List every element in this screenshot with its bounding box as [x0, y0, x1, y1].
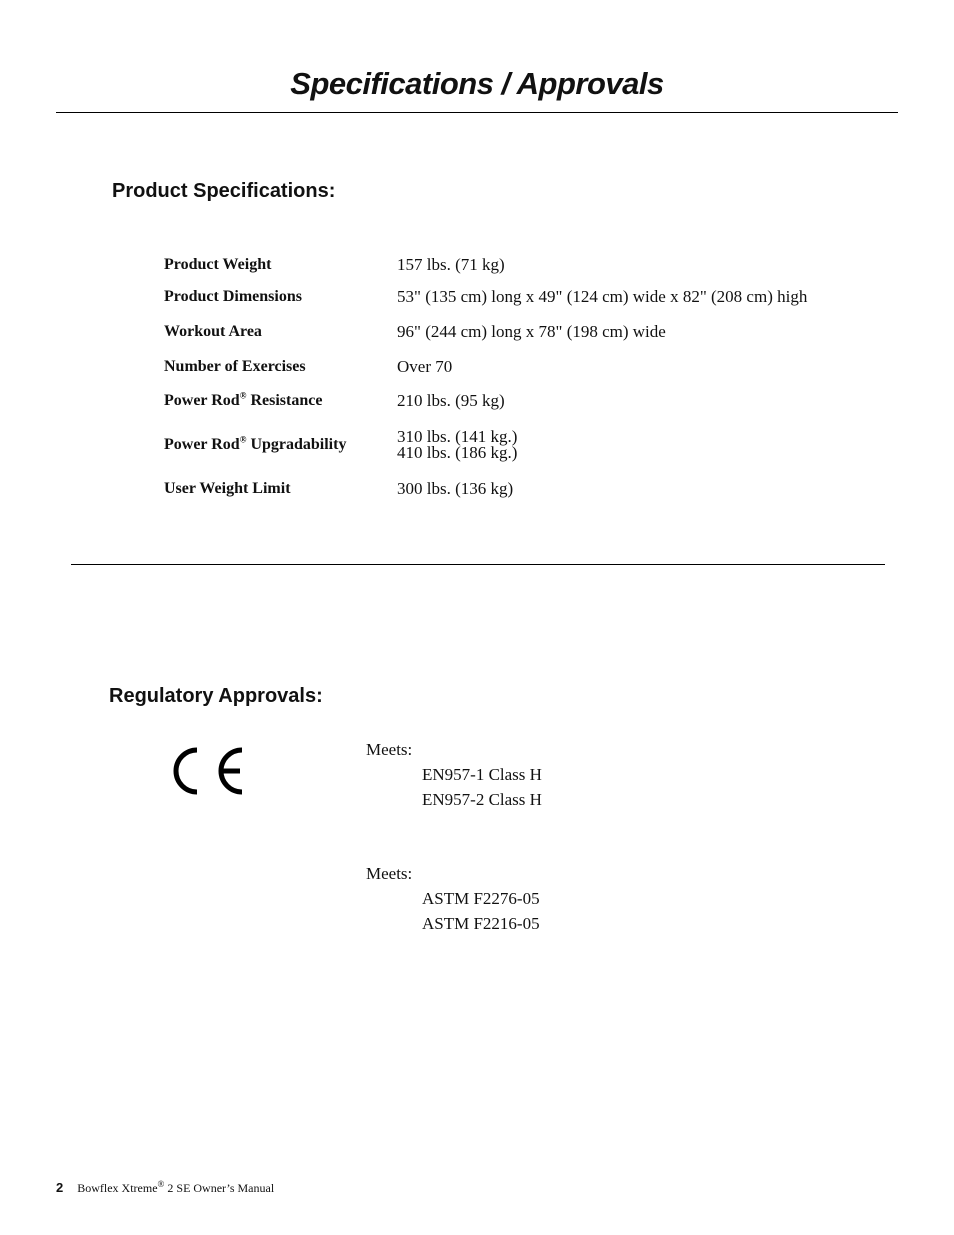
label-text: Resistance [246, 392, 323, 409]
spec-label-workout-area: Workout Area [164, 323, 262, 340]
standard-astm-f2276: ASTM F2276-05 [422, 889, 540, 908]
spec-value-power-rod-resistance: 210 lbs. (95 kg) [397, 391, 505, 410]
spec-value-number-of-exercises: Over 70 [397, 357, 453, 376]
standard-en957-2: EN957-2 Class H [422, 790, 542, 809]
page-number: 2 [56, 1180, 64, 1195]
page-footer [56, 1180, 274, 1196]
spec-value-product-dimensions: 53" (135 cm) long x 49" (124 cm) wide x 82" (208 cm) high [397, 287, 808, 306]
meets-label-ce: Meets: [366, 740, 413, 759]
registered-mark: ® [157, 1179, 165, 1189]
spec-label-power-rod-upgradability [164, 436, 346, 454]
label-text: Upgradability [246, 436, 347, 453]
manual-title: Bowflex Xtreme [77, 1181, 158, 1195]
spec-label-product-dimensions: Product Dimensions [164, 288, 302, 305]
spec-label-number-of-exercises: Number of Exercises [164, 358, 306, 375]
registered-mark: ® [239, 434, 247, 445]
product-specifications-heading: Product Specifications: [112, 180, 336, 202]
spec-value-product-weight: 157 lbs. (71 kg) [397, 255, 505, 274]
manual-title-suffix: 2 SE Owner’s Manual [164, 1181, 275, 1195]
spec-value-workout-area: 96" (244 cm) long x 78" (198 cm) wide [397, 322, 666, 341]
spec-label-power-rod-resistance [164, 392, 322, 410]
section-divider [71, 564, 885, 565]
spec-value-user-weight-limit: 300 lbs. (136 kg) [397, 479, 514, 498]
meets-label-astm: Meets: [366, 864, 413, 883]
standard-astm-f2216: ASTM F2216-05 [422, 914, 540, 933]
spec-label-user-weight-limit: User Weight Limit [164, 480, 291, 497]
standard-en957-1: EN957-1 Class H [422, 765, 542, 784]
regulatory-approvals-heading: Regulatory Approvals: [109, 685, 323, 707]
page-title: Specifications / Approvals [290, 66, 664, 101]
spec-value-power-rod-upgradability-2: 410 lbs. (186 kg.) [397, 443, 518, 462]
spec-label-product-weight: Product Weight [164, 256, 272, 273]
label-text: Power Rod [164, 392, 240, 409]
ce-mark-icon [170, 744, 246, 798]
registered-mark: ® [239, 390, 247, 401]
title-divider [56, 112, 898, 113]
label-text: Power Rod [164, 436, 240, 453]
spec-value-power-rod-upgradability-1: 310 lbs. (141 kg.) [397, 427, 518, 446]
